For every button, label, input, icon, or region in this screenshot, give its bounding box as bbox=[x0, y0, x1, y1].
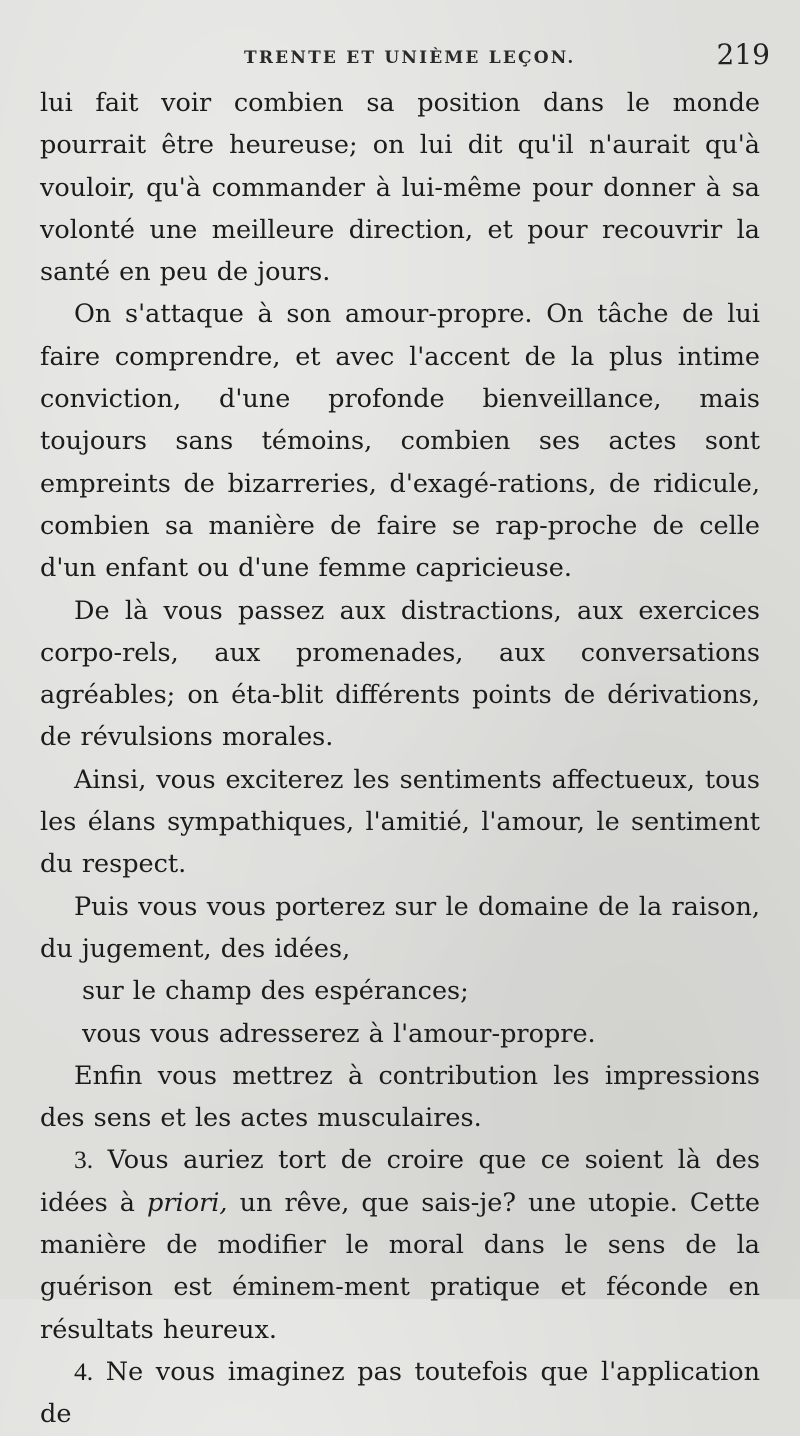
paragraph-text: Ne vous imaginez pas toutefois que l'application de bbox=[40, 1356, 761, 1430]
running-title: TRENTE ET UNIÈME LEÇON. bbox=[244, 48, 576, 68]
italic-term: priori, bbox=[147, 1187, 228, 1218]
paragraph-text: à bbox=[119, 1187, 135, 1218]
paragraph-numbered-4 bbox=[40, 1351, 760, 1436]
paragraph-text: Vous auriez tort de croire que ce soient là des idées bbox=[40, 1145, 760, 1218]
paragraph-sentiments: Ainsi, vous exciterez les sentiments affectueux, tous les élans sympathiques, l'amitié, l'amour, le sentiment du respect. bbox=[40, 764, 760, 880]
paragraph-esperances: sur le champ des espérances; bbox=[82, 976, 469, 1007]
paragraph-text: un rêve, que sais-je? une utopie. Cette manière de modifier le moral dans le sens de la guérison est éminem-ment pratique et féconde en résultats heureux. bbox=[40, 1187, 761, 1345]
page-number: 219 bbox=[716, 38, 770, 71]
paragraph-contribution: Enfin vous mettrez à contribution les impressions des sens et les actes musculaires. bbox=[40, 1060, 760, 1134]
paragraph-number: 3. bbox=[74, 1145, 94, 1175]
body-text bbox=[40, 82, 760, 1436]
paragraph-continuation: lui fait voir combien sa position dans le monde pourrait être heureuse; on lui dit qu'il n'aurait qu'à vouloir, qu'à commander à lui-même pour donner à sa volonté une meilleure direction, et pour recouvrir la santé en peu de jours. bbox=[40, 88, 760, 288]
paragraph-amour-propre: On s'attaque à son amour-propre. On tâche de lui faire comprendre, et avec l'accent de la plus intime conviction, d'une profonde bienveillance, mais toujours sans témoins, combien ses actes sont empreints de bizarreries, d'exagé-rations, de ridicule, combien sa manière de faire se rap-proche de celle d'un enfant ou d'une femme capricieuse. bbox=[40, 299, 760, 584]
paragraph-number: 4. bbox=[74, 1356, 94, 1386]
running-head bbox=[0, 38, 800, 74]
paragraph-adresserez: vous vous adresserez à l'amour-propre. bbox=[82, 1018, 596, 1049]
paragraph-distractions: De là vous passez aux distractions, aux exercices corpo-rels, aux promenades, aux conversations agréables; on éta-blit différents points de dérivations, de révulsions morales. bbox=[40, 595, 760, 753]
paragraph-numbered-3 bbox=[40, 1139, 760, 1350]
paragraph-raison: Puis vous vous porterez sur le domaine de la raison, du jugement, des idées, bbox=[40, 891, 760, 964]
